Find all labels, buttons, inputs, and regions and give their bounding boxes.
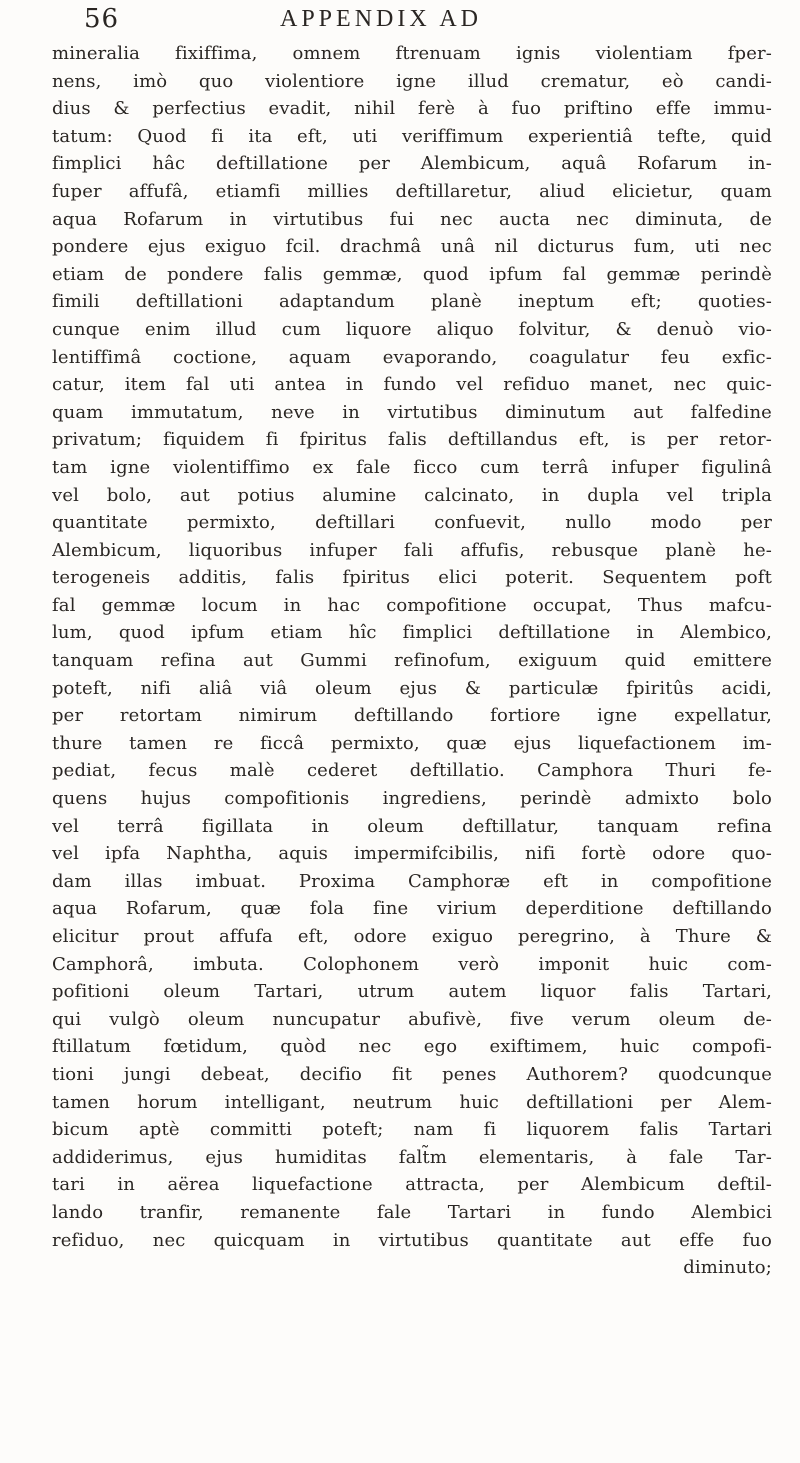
text-line: cunque enim illud cum liquore aliquo folvitur, & denuò vio-: [52, 318, 772, 340]
text-line: fimili deftillationi adaptandum planè ineptum eft; quoties-: [52, 291, 772, 313]
text-line: refiduo, nec quicquam in virtutibus quantitate aut effe fuo: [52, 1229, 772, 1251]
text-line: fimplici hâc deftillatione per Alembicum, aquâ Rofarum in-: [52, 153, 772, 175]
text-line: vel bolo, aut potius alumine calcinato, in dupla vel tripla: [52, 484, 772, 506]
running-head: APPENDIX AD: [280, 6, 483, 32]
text-line: tatum: Quod fi ita eft, uti veriffimum experientiâ tefte, quid: [52, 125, 772, 147]
text-line: aqua Rofarum in virtutibus fui nec aucta nec diminuta, de: [52, 208, 772, 230]
text-line: etiam de pondere falis gemmæ, quod ipfum fal gemmæ perindè: [52, 263, 772, 285]
text-line: fuper affufâ, etiamfi millies deftillaretur, aliud elicietur, quam: [52, 180, 772, 202]
text-line: poteft, nifi aliâ viâ oleum ejus & particulæ fpiritûs acidi,: [52, 677, 772, 699]
text-line: mineralia fixiffima, omnem ftrenuam ignis violentiam fper-: [52, 43, 772, 64]
text-line: dius & perfectius evadit, nihil ferè à fuo priftino effe immu-: [52, 98, 772, 120]
page-number: 56: [84, 4, 120, 34]
text-line: tanquam refina aut Gummi refinofum, exiguum quid emittere: [52, 650, 772, 672]
text-line: pondere ejus exiguo fcil. drachmâ unâ nil dicturus fum, uti nec: [52, 236, 772, 258]
text-line: vel ipfa Naphtha, aquis impermifcibilis, nifi fortè odore quo-: [52, 843, 772, 865]
text-line: lentiffimâ coctione, aquam evaporando, coagulatur feu exfic-: [52, 346, 772, 368]
text-line: Camphorâ, imbuta. Colophonem verò imponit huic com-: [52, 953, 772, 975]
text-line: quens hujus compofitionis ingrediens, perindè admixto bolo: [52, 788, 772, 810]
text-line: nens, imò quo violentiore igne illud crematur, eò candi-: [52, 70, 772, 92]
text-line: tioni jungi debeat, decifio fit penes Authorem? quodcunque: [52, 1063, 772, 1085]
text-line: pediat, fecus malè cederet deftillatio. Camphora Thuri fe-: [52, 760, 772, 782]
text-line: bicum aptè committi poteft; nam fi liquorem falis Tartari: [52, 1119, 772, 1141]
text-line: ftillatum fœtidum, quòd nec ego exiftimem, huic compofi-: [52, 1036, 772, 1058]
text-line: lum, quod ipfum etiam hîc fimplici deftillatione in Alembico,: [52, 622, 772, 644]
text-line: Alembicum, liquoribus infuper fali affufis, rebusque planè he-: [52, 539, 772, 561]
text-line: qui vulgò oleum nuncupatur abufivè, five verum oleum de-: [52, 1008, 772, 1030]
text-line: fal gemmæ locum in hac compofitione occupat, Thus mafcu-: [52, 594, 772, 616]
body-text: [52, 40, 772, 1282]
text-line: privatum; fiquidem fi fpiritus falis deftillandus eft, is per retor-: [52, 429, 772, 451]
text-line: per retortam nimirum deftillando fortiore igne expellatur,: [52, 705, 772, 727]
text-line: tari in aërea liquefactione attracta, per Alembicum deftil-: [52, 1174, 772, 1196]
text-line: quam immutatum, neve in virtutibus diminutum aut falfedine: [52, 401, 772, 423]
page-header: [42, 0, 762, 40]
text-line: tam igne violentiffimo ex fale ficco cum terrâ infuper figulinâ: [52, 456, 772, 478]
text-line: dam illas imbuat. Proxima Camphoræ eft in compofitione: [52, 870, 772, 892]
text-line: diminuto;: [683, 1257, 772, 1279]
text-line: quantitate permixto, deftillari confuevit, nullo modo per: [52, 512, 772, 534]
show-through-mark: [98, 1424, 338, 1432]
text-line: vel terrâ figillata in oleum deftillatur, tanquam refina: [52, 815, 772, 837]
text-line: lando tranfir, remanente fale Tartari in fundo Alembici: [52, 1201, 772, 1223]
text-line: thure tamen re ficcâ permixto, quæ ejus liquefactionem im-: [52, 732, 772, 754]
text-line: elicitur prout affufa eft, odore exiguo peregrino, à Thure &: [52, 926, 772, 947]
text-line: addiderimus, ejus humiditas falt̃m elementaris, à fale Tar-: [52, 1146, 772, 1168]
text-line: catur, item fal uti antea in fundo vel refiduo manet, nec quic-: [52, 374, 772, 396]
text-line: aqua Rofarum, quæ fola fine virium deperditione deftillando: [52, 898, 772, 920]
text-line: pofitioni oleum Tartari, utrum autem liquor falis Tartari,: [52, 981, 772, 1003]
text-line: terogeneis additis, falis fpiritus elici poterit. Sequentem poft: [52, 567, 772, 589]
text-line: tamen horum intelligant, neutrum huic deftillationi per Alem-: [52, 1091, 772, 1113]
